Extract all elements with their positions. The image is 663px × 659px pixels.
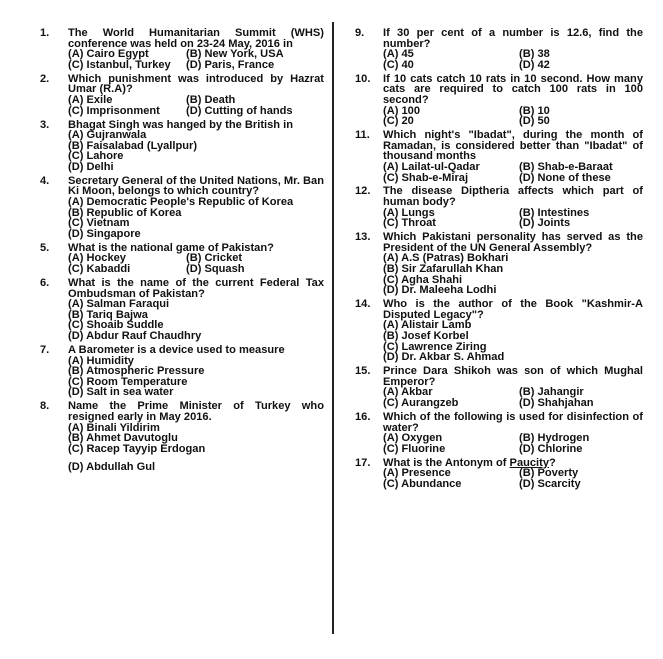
option: (C) Throat [383, 217, 436, 230]
option: (B) Republic of Korea [68, 206, 182, 219]
options-block [68, 49, 324, 70]
question-number: 14. [355, 298, 371, 311]
question-text-main: Bhagat Singh was hanged by the British in [68, 118, 293, 131]
options-block [68, 130, 324, 172]
option: (A) 100 [383, 104, 420, 117]
option: (D) 42 [519, 58, 550, 71]
question-number: 12. [355, 185, 371, 198]
question-text [383, 412, 643, 433]
option: (D) Dr. Maleeha Lodhi [383, 284, 497, 297]
option: (A) Hockey [68, 252, 126, 265]
options-block [383, 320, 643, 362]
question-number: 4. [40, 174, 50, 187]
option: (D) Dr. Akbar S. Ahmad [383, 351, 505, 364]
option: (D) Chlorine [519, 442, 583, 455]
question-item [28, 243, 324, 275]
option: (B) Hydrogen [519, 432, 590, 445]
option: (B) Cricket [186, 252, 243, 265]
question-text-main: If 30 per cent of a number is 12.6, find the number? [383, 27, 643, 50]
question-text-main: Which Pakistani personality has served as the President of the UN General Assembly? [383, 231, 643, 254]
option: (A) 45 [383, 48, 414, 61]
option: (D) Abdur Rauf Chaudhry [68, 329, 202, 342]
option: (D) Cutting of hands [186, 104, 293, 117]
question-text-main: Which punishment was introduced by Hazrat Umar (R.A)? [68, 72, 324, 96]
options-block [383, 433, 643, 454]
question-number: 9. [355, 27, 365, 39]
options-block [68, 299, 324, 341]
question-number: 1. [40, 27, 50, 39]
option: (A) A.S (Patras) Bokhari [383, 252, 509, 265]
option: (B) Atmospheric Pressure [68, 365, 205, 378]
question-item [28, 28, 324, 70]
option: (A) Binali Yildirim [68, 421, 160, 434]
option: (B) Faisalabad (Lyallpur) [68, 139, 198, 152]
option: (D) Delhi [68, 160, 114, 173]
option: (C) Racep Tayyip Erdogan [68, 442, 206, 455]
question-text [68, 401, 324, 422]
question-number: 13. [355, 231, 371, 244]
question-number: 6. [40, 277, 50, 290]
option: (B) 38 [519, 48, 550, 61]
question-text-main: Which night's "Ibadat", during the month of Ramadan, is considered better than "Ibadat" of thousand months [383, 129, 643, 163]
left-column [28, 28, 324, 476]
question-number: 8. [40, 400, 50, 413]
question-number: 2. [40, 72, 50, 85]
question-underlined-word: Paucity [509, 456, 550, 469]
option: (B) Sir Zafarullah Khan [383, 263, 504, 276]
options-block [68, 253, 324, 274]
question-number: 16. [355, 410, 371, 423]
question-item [343, 232, 643, 296]
question-text-main: Prince Dara Shikoh was son of which Mughal Emperor? [383, 365, 643, 388]
options-block [383, 106, 643, 127]
question-item [28, 401, 324, 473]
option: (A) Oxygen [383, 432, 443, 445]
option: (D) Squash [186, 263, 245, 276]
question-text-main: Name the Prime Minister of Turkey who resigned early in May 2016. [68, 400, 324, 423]
options-row [383, 173, 643, 184]
option: (D) Joints [519, 217, 571, 230]
question-text [68, 74, 324, 95]
option: (A) Humidity [68, 354, 134, 367]
question-item [343, 299, 643, 363]
question-item [28, 176, 324, 240]
question-number: 17. [355, 456, 371, 469]
question-text-main: Which of the following is used for disinfection of water? [383, 410, 643, 434]
question-item [343, 74, 643, 127]
option: (A) Presence [383, 467, 451, 480]
question-text [383, 28, 643, 49]
option: (B) Poverty [519, 467, 579, 480]
option: (C) Lahore [68, 150, 124, 163]
question-text-main: What is the national game of Pakistan? [68, 241, 274, 254]
question-text-main: If 10 cats catch 10 rats in 10 second. How many cats are required to catch 100 rats in 100 second? [383, 72, 643, 106]
question-text-main: Secretary General of the United Nations, Mr. Ban Ki Moon, belongs to which country? [68, 174, 324, 198]
option: (C) 20 [383, 115, 414, 128]
question-item [343, 186, 643, 228]
option: (A) Exile [68, 93, 113, 106]
question-item [343, 458, 643, 490]
options-row [383, 162, 643, 173]
question-item [28, 74, 324, 116]
question-number: 3. [40, 118, 50, 131]
option: (C) Lawrence Ziring [383, 340, 487, 353]
question-text [383, 232, 643, 253]
options-row [383, 49, 643, 60]
question-text [383, 130, 643, 162]
option: (D) Scarcity [519, 477, 581, 490]
option: (A) Salman Faraqui [68, 298, 170, 311]
question-text [383, 74, 643, 106]
question-number: 11. [355, 129, 370, 142]
option: (B) Tariq Bajwa [68, 308, 148, 321]
option: (C) Vietnam [68, 217, 130, 230]
option: (B) Intestines [519, 206, 590, 219]
option: (A) Alistair Lamb [383, 319, 472, 332]
option: (B) Ahmet Davutoglu [68, 432, 178, 445]
options-row [383, 444, 643, 455]
options-row [68, 95, 324, 106]
option: (C) Fluorine [383, 442, 446, 455]
question-text-main: The World Humanitarian Summit (WHS) conference was held on 23-24 May, 2016 in [68, 27, 324, 50]
question-number: 5. [40, 241, 50, 254]
options-row [68, 264, 324, 275]
option: (A) Cairo Egypt [68, 48, 149, 61]
options-block [68, 423, 324, 473]
options-block [68, 95, 324, 116]
question-item [343, 366, 643, 408]
option: (D) 50 [519, 115, 550, 128]
question-text-main: What is the name of the current Federal Tax Ombudsman of Pakistan? [68, 277, 324, 300]
options-row [383, 106, 643, 117]
option: (A) Akbar [383, 386, 433, 399]
question-text-main: What is the Antonym of [383, 456, 510, 469]
right-column [343, 28, 643, 493]
options-block [68, 197, 324, 239]
option: (C) Kabaddi [68, 263, 131, 276]
question-text-main: The disease Diptheria affects which part of human body? [383, 185, 643, 209]
question-text [383, 299, 643, 320]
question-item [343, 130, 643, 183]
option: (C) Abundance [383, 477, 462, 490]
option: (C) Shab-e-Miraj [383, 171, 469, 184]
options-row [383, 60, 643, 71]
option: (A) Gujranwala [68, 129, 147, 142]
options-row [68, 106, 324, 117]
question-text [68, 176, 324, 197]
option: (D) Paris, France [186, 58, 275, 71]
option: (C) Istanbul, Turkey [68, 58, 171, 71]
option: (D) Singapore [68, 227, 141, 240]
option: (C) Room Temperature [68, 375, 188, 388]
options-block [68, 356, 324, 398]
question-text [68, 278, 324, 299]
options-row [383, 398, 643, 409]
options-row [383, 479, 643, 490]
option: (A) Democratic People's Republic of Korea [68, 196, 294, 209]
question-text [68, 28, 324, 49]
option: (B) 10 [519, 104, 550, 117]
question-text [68, 345, 324, 356]
option: (B) Jahangir [519, 386, 584, 399]
options-block [383, 253, 643, 295]
question-item [28, 120, 324, 173]
option: (D) None of these [519, 171, 611, 184]
question-text [383, 186, 643, 207]
option: (C) Imprisonment [68, 104, 160, 117]
question-text [383, 366, 643, 387]
option: (C) 40 [383, 58, 414, 71]
option: (A) Lungs [383, 206, 435, 219]
option: (B) Death [186, 93, 236, 106]
column-divider [332, 22, 334, 634]
options-row [68, 60, 324, 71]
question-number: 10. [355, 72, 371, 85]
question-number: 7. [40, 343, 50, 356]
options-block [383, 162, 643, 183]
question-text-end: ? [549, 456, 556, 469]
options-row [383, 116, 643, 127]
option: (C) Shoaib Suddle [68, 319, 164, 332]
options-block [383, 49, 643, 70]
options-block [383, 468, 643, 489]
option: (D) Abdullah Gul [68, 461, 156, 474]
question-text-main: Who is the author of the Book "Kashmir-A Disputed Legacy"? [383, 298, 643, 321]
question-text-main: A Barometer is a device used to measure [68, 343, 285, 356]
question-item [28, 278, 324, 342]
option: (B) New York, USA [186, 48, 284, 61]
option: (D) Shahjahan [519, 396, 594, 409]
question-item [343, 28, 643, 70]
options-block [383, 208, 643, 229]
option: (B) Josef Korbel [383, 329, 469, 342]
option: (D) Salt in sea water [68, 386, 174, 399]
option: (B) Shab-e-Baraat [519, 160, 613, 173]
option: (A) Lailat-ul-Qadar [383, 160, 480, 173]
options-row [383, 218, 643, 229]
question-item [28, 345, 324, 398]
options-block [383, 387, 643, 408]
question-item [343, 412, 643, 454]
option: (C) Agha Shahi [383, 273, 463, 286]
option: (C) Aurangzeb [383, 396, 459, 409]
question-number: 15. [355, 365, 371, 378]
